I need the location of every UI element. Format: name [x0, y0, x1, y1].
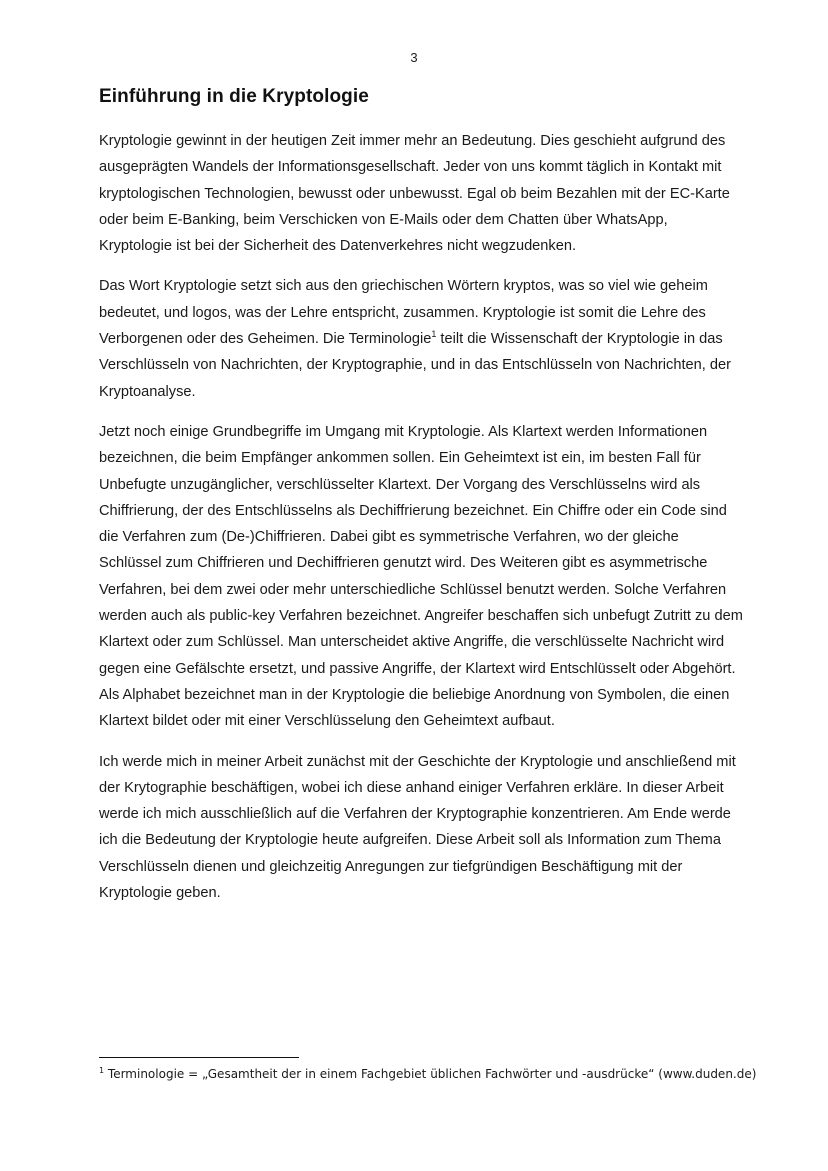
- footnote-text: Terminologie = „Gesamtheit der in einem Fachgebiet üblichen Fachwörter und -ausdrücke“ (www.duden.de): [104, 1067, 757, 1081]
- footnote-separator: [99, 1057, 299, 1058]
- paragraph-etymology: [99, 273, 744, 404]
- paragraph-outline: Ich werde mich in meiner Arbeit zunächst mit der Geschichte der Kryptologie und anschließend mit der Krytographie beschäftigen, wobei ich diese anhand einiger Verfahren erkläre. In dieser Arbeit werde ich mich ausschließlich auf die Verfahren der Kryptographie konzentrieren. Am Ende werde ich die Bedeutung der Kryptologie heute aufgreifen. Diese Arbeit soll als Information zum Thema Verschlüsseln dienen und gleichzeitig Anregungen zur tiefgründigen Beschäftigung mit der Kryptologie geben.: [99, 753, 736, 902]
- paragraph-etymology-text-end: teilt die Wissenschaft der Kryptologie in das Verschlüsseln von Nachrichten, der Kryptographie, und in das Entschlüsseln von Nachrichten, der Kryptoanalyse.: [99, 331, 731, 400]
- footnote-mark: 1: [99, 1066, 105, 1075]
- paragraph-basic-terms: Jetzt noch einige Grundbegriffe im Umgang mit Kryptologie. Als Klartext werden Informationen bezeichnen, die beim Empfänger ankommen sollen. Ein Geheimtext ist ein, im besten Fall für Unbefugte unzugänglicher, verschlüsselter Klartext. Der Vorgang des Verschlüsselns wird als Chiffrierung, der des Entschlüsselns als Dechiffrierung bezeichnet. Ein Chiffre oder ein Code sind die Verfahren zum (De-)Chiffrieren. Dabei gibt es symmetrische Verfahren, wo der gleiche Schlüssel zum Chiffrieren und Dechiffrieren genutzt wird. Des Weiteren gibt es asymmetrische Verfahren, bei dem zwei oder mehr unterschiedliche Schlüssel benutzt werden. Solche Verfahren werden auch als public-key Verfahren bezeichnet. Angreifer beschaffen sich unbefugt Zutritt zu dem Klartext oder zum Schlüssel. Man unterscheidet aktive Angriffe, die verschlüsselte Nachricht wird gegen eine Gefälschte ersetzt, und passive Angriffe, der Klartext wird Entschlüsselt oder Abgehört. Als Alphabet bezeichnet man in der Kryptologie die beliebige Anordnung von Symbolen, die einen Klartext bildet oder mit einer Verschlüsselung den Geheimtext aufbaut.: [99, 423, 743, 730]
- footnote: [99, 1067, 759, 1081]
- main-content: [99, 86, 744, 920]
- section-heading: Einführung in die Kryptologie: [99, 86, 369, 107]
- paragraph-etymology-text-start: Das Wort Kryptologie setzt sich aus den griechischen Wörtern kryptos, was so viel wie geheim bedeutet, und logos, was der Lehre entspricht, zusammen. Kryptologie ist somit die Lehre des Verborgenen oder des Geheimen. Die Terminologie: [99, 278, 708, 348]
- page-number: 3: [410, 50, 418, 65]
- footnote-reference[interactable]: 1: [431, 329, 437, 340]
- paragraph-intro: Kryptologie gewinnt in der heutigen Zeit immer mehr an Bedeutung. Dies geschieht aufgrund des ausgeprägten Wandels der Informationsgesellschaft. Jeder von uns kommt täglich in Kontakt mit kryptologischen Technologien, bewusst oder unbewusst. Egal ob beim Bezahlen mit der EC-Karte oder beim E-Banking, beim Verschicken von E-Mails oder dem Chatten über WhatsApp, Kryptologie ist bei der Sicherheit des Datenverkehres nicht wegzudenken.: [99, 133, 730, 255]
